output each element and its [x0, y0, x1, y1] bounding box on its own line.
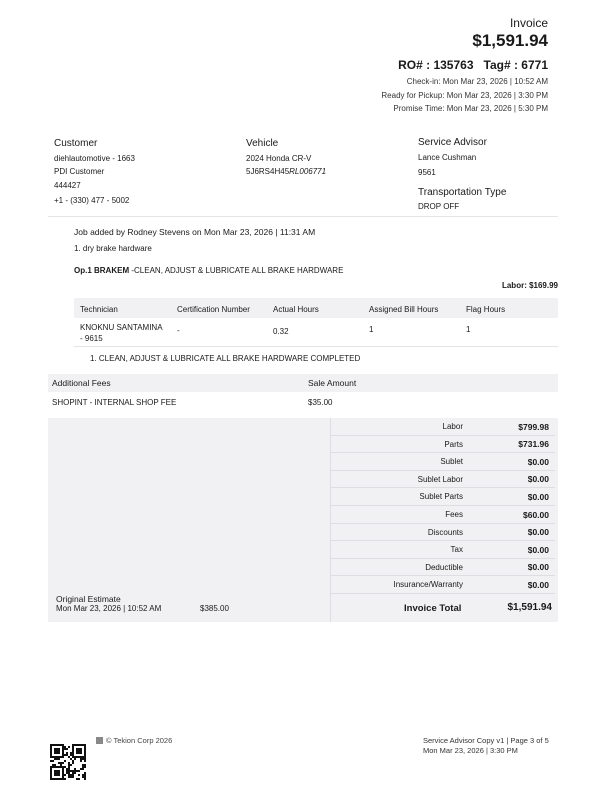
- job-added-by: Job added by Rodney Stevens on Mon Mar 23, 2026 | 11:31 AM: [74, 227, 316, 237]
- estimate-date: Mon Mar 23, 2026 | 10:52 AM: [56, 604, 162, 613]
- invoice-total-value: $1,591.94: [507, 602, 552, 613]
- totals-value: $0.00: [527, 544, 549, 555]
- tech-name-line2: - 9615: [80, 333, 103, 343]
- promise-time: Promise Time: Mon Mar 23, 2026 | 5:30 PM: [393, 104, 548, 113]
- job-correction: 1. CLEAN, ADJUST & LUBRICATE ALL BRAKE HARDWARE COMPLETED: [90, 354, 361, 363]
- totals-label: Sublet Labor: [417, 474, 463, 484]
- totals-value: $731.96: [518, 439, 549, 450]
- customer-id: 444427: [54, 181, 81, 190]
- totals-label: Discounts: [427, 527, 463, 537]
- tech-cert: -: [177, 326, 180, 335]
- tech-flag: 1: [466, 325, 471, 334]
- operation-line: [74, 266, 343, 275]
- totals-label: Sublet: [440, 457, 463, 467]
- th-assigned-hours: Assigned Bill Hours: [369, 305, 439, 314]
- tekion-logo-icon: [96, 737, 103, 744]
- totals-row: [330, 559, 555, 577]
- vehicle-heading: Vehicle: [246, 138, 279, 149]
- advisor-heading: Service Advisor: [418, 137, 487, 148]
- ro-number: RO# : 135763: [398, 58, 474, 72]
- op-description: -CLEAN, ADJUST & LUBRICATE ALL BRAKE HARDWARE: [129, 266, 344, 275]
- invoice-total-label: Invoice Total: [404, 603, 462, 614]
- th-actual-hours: Actual Hours: [273, 305, 319, 314]
- fees-amount-heading: Sale Amount: [308, 378, 357, 388]
- op-labor: Labor: $169.99: [501, 281, 558, 290]
- transport-type: DROP OFF: [418, 202, 460, 211]
- tech-actual: 0.32: [273, 327, 289, 336]
- totals-label: Tax: [450, 545, 463, 555]
- advisor-id: 9561: [418, 167, 436, 177]
- totals-value: $0.00: [527, 527, 549, 538]
- totals-label: Labor: [442, 422, 463, 431]
- qr-code-icon: [50, 744, 86, 780]
- fee-item: SHOPINT - INTERNAL SHOP FEE: [52, 398, 177, 407]
- fee-amount: $35.00: [308, 398, 333, 407]
- customer-phone: +1 - (330) 477 - 5002: [54, 195, 130, 205]
- vin-prefix: 5J6RS4H45: [246, 166, 290, 176]
- totals-row: [330, 436, 555, 454]
- vehicle-section: [246, 138, 326, 178]
- totals-value: $0.00: [527, 456, 549, 467]
- totals-row: [330, 524, 555, 542]
- customer-type: PDI Customer: [54, 166, 105, 176]
- invoice-total-header: $1,591.94: [472, 31, 548, 50]
- fees-heading: Additional Fees: [52, 378, 111, 388]
- advisor-name: Lance Cushman: [418, 153, 477, 162]
- customer-section: [54, 138, 135, 207]
- tag-number: Tag# : 6771: [483, 58, 548, 72]
- section-divider: [48, 216, 558, 217]
- th-technician: Technician: [80, 305, 118, 314]
- footer-printed: Mon Mar 23, 2026 | 3:30 PM: [423, 746, 518, 755]
- totals-label: Fees: [445, 510, 463, 519]
- totals-value: $799.98: [518, 421, 549, 432]
- totals-value: $0.00: [527, 491, 549, 502]
- vehicle-vin: [246, 166, 326, 179]
- customer-heading: Customer: [54, 138, 98, 149]
- th-certification: Certification Number: [177, 305, 250, 314]
- vin-suffix: RL006771: [289, 166, 327, 176]
- totals-label: Sublet Parts: [419, 492, 463, 502]
- customer-name: diehlautomotive - 1663: [54, 154, 135, 163]
- th-flag-hours: Flag Hours: [466, 305, 506, 314]
- tech-name-line1: KNOKNU SANTAMINA: [80, 323, 163, 332]
- estimate-amount: $385.00: [200, 604, 229, 613]
- totals-value: $0.00: [527, 474, 549, 485]
- totals-row: [330, 418, 555, 436]
- advisor-section: [418, 137, 506, 214]
- ready-time: Ready for Pickup: Mon Mar 23, 2026 | 3:30 PM: [381, 90, 548, 100]
- totals-row: [330, 453, 555, 471]
- fees-header-bar: [48, 374, 558, 392]
- totals-label: Deductible: [425, 562, 463, 572]
- totals-value: $60.00: [523, 509, 549, 520]
- invoice-label: Invoice: [509, 16, 548, 30]
- totals-value: $0.00: [527, 579, 549, 590]
- checkin-time: Check-in: Mon Mar 23, 2026 | 10:52 AM: [406, 77, 548, 86]
- estimate-heading: Original Estimate: [56, 594, 121, 604]
- totals-label: Parts: [444, 439, 463, 449]
- op-code: Op.1 BRAKEM: [74, 266, 130, 275]
- tech-name: [80, 323, 163, 344]
- totals-row: [330, 541, 555, 559]
- footer-copy-info: Service Advisor Copy v1 | Page 3 of 5: [423, 736, 549, 745]
- footer-copyright: © Tekion Corp 2026: [106, 736, 173, 745]
- job-concern: 1. dry brake hardware: [74, 244, 152, 253]
- totals-row: [330, 506, 555, 524]
- timestamps: [381, 75, 548, 116]
- totals-row: [330, 488, 555, 506]
- totals-row: [330, 471, 555, 489]
- tech-assigned: 1: [369, 325, 374, 334]
- transport-heading: Transportation Type: [418, 187, 507, 198]
- totals-row: [330, 576, 555, 594]
- totals-value: $0.00: [527, 562, 549, 573]
- ro-tag-line: [398, 58, 548, 72]
- tech-table-divider: [74, 346, 558, 347]
- vehicle-model: 2024 Honda CR-V: [246, 154, 312, 163]
- totals-label: Insurance/Warranty: [393, 580, 463, 590]
